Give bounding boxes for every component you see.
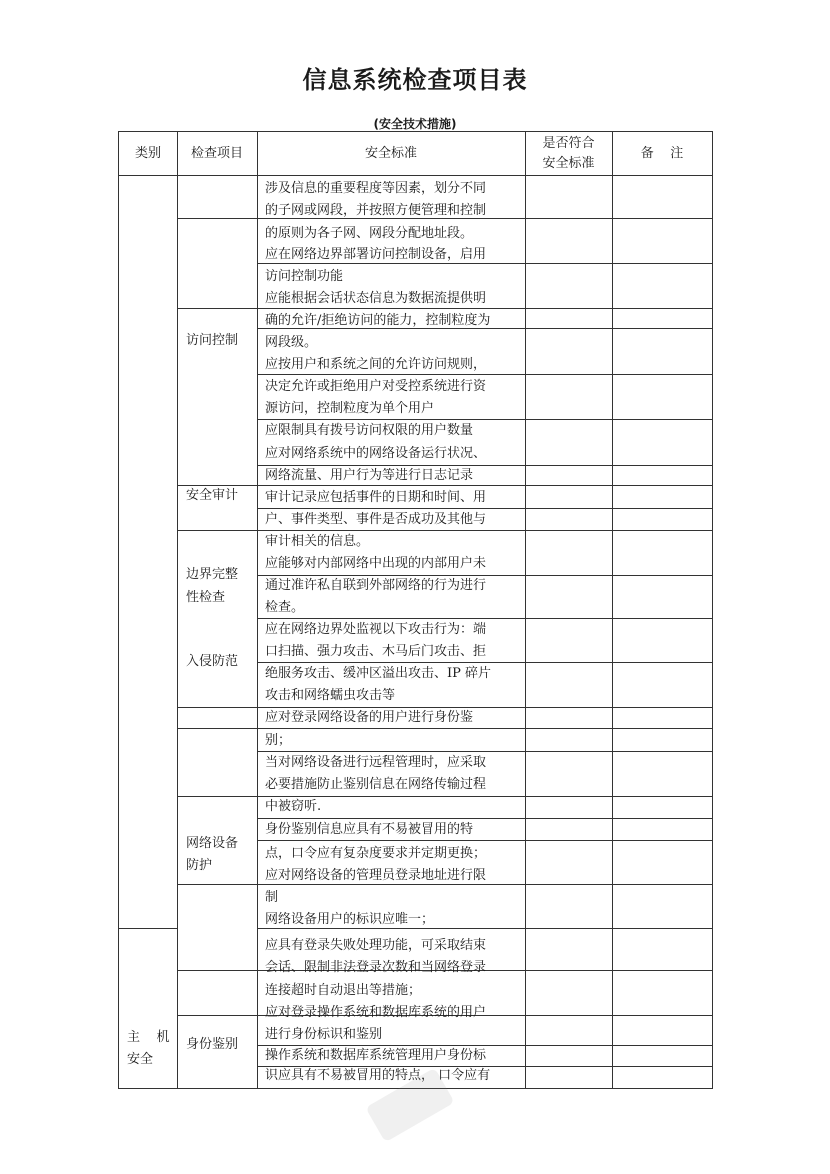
standard-line: 检查。 (265, 600, 305, 615)
standard-line: 网络流量、用户行为等进行日志记录 (265, 468, 474, 483)
header-remarks: 备 注 (640, 146, 684, 161)
standard-line: 点，口令应有复杂度要求并定期更换； (265, 846, 487, 861)
standard-line: 应对网络系统中的网络设备运行状况、 (265, 446, 487, 461)
header-compliance-line1: 是否符合 (542, 136, 595, 151)
header-compliance-line2: 安全标准 (542, 156, 595, 171)
standard-line: 应能够对内部网络中出现的内部用户未 (265, 556, 487, 571)
standard-line: 应能根据会话状态信息为数据流提供明 (265, 291, 487, 306)
standard-line: 应具有登录失败处理功能，可采取结束 (265, 938, 487, 953)
standard-line: 识应具有不易被冒用的特点， 口令应有 (265, 1068, 491, 1083)
item-intrusion: 入侵防范 (186, 654, 239, 669)
standard-line: 的子网或网段，并按照方便管理和控制 (265, 203, 487, 218)
standard-line: 必要措施防止鉴别信息在网络传输过程 (265, 777, 487, 792)
standard-line: 访问控制功能 (265, 269, 344, 284)
standard-line: 会话、限制非法登录次数和当网络登录 (265, 960, 487, 975)
category-host-line1: 主 机 (127, 1030, 170, 1045)
standard-line: 通过准许私自联到外部网络的行为进行 (265, 578, 487, 593)
standard-line: 网络设备用户的标识应唯一； (265, 912, 435, 927)
standard-line: 源访问，控制粒度为单个用户 (265, 401, 435, 416)
standard-line: 身份鉴别信息应具有不易被冒用的特 (265, 822, 474, 837)
standard-line: 应在网络边界部署访问控制设备，启用 (265, 247, 487, 262)
standard-line: 当对网络设备进行远程管理时，应采取 (265, 755, 487, 770)
standard-line: 应对登录网络设备的用户进行身份鉴 (265, 710, 474, 725)
standard-line: 制 (265, 890, 279, 905)
item-boundary-line1: 边界完整 (186, 567, 239, 582)
header-category: 类别 (134, 146, 161, 161)
standard-line: 操作系统和数据库系统管理用户身份标 (265, 1048, 487, 1063)
standard-line: 连接超时自动退出等措施； (265, 983, 422, 998)
item-identity: 身份鉴别 (186, 1037, 239, 1052)
standard-line: 口扫描、强力攻击、木马后门攻击、拒 (265, 644, 487, 659)
standard-line: 涉及信息的重要程度等因素，划分不同 (265, 181, 487, 196)
watermark-logo (330, 1060, 490, 1150)
category-host-line2: 安全 (127, 1052, 154, 1067)
document-subtitle: (安全技术措施) (373, 117, 457, 131)
standard-line: 应在网络边界处监视以下攻击行为：端 (265, 622, 487, 637)
header-check-item: 检查项目 (190, 146, 243, 161)
standard-line: 别； (265, 733, 292, 748)
item-netdev-line2: 防护 (186, 858, 213, 873)
standard-line: 应限制具有拨号访问权限的用户数量 (265, 423, 474, 438)
item-boundary-line2: 性检查 (186, 590, 226, 605)
standard-line: 审计相关的信息。 (265, 534, 370, 549)
standard-line: 攻击和网络蠕虫攻击等 (265, 688, 396, 703)
standard-line: 户、事件类型、事件是否成功及其他与 (265, 512, 487, 527)
standard-line: 进行身份标识和鉴别 (265, 1027, 383, 1042)
standard-line: 中被窃听. (265, 799, 322, 814)
standard-line: 应对登录操作系统和数据库系统的用户 (265, 1005, 487, 1020)
item-security-audit: 安全审计 (186, 488, 239, 503)
standard-line: 网段级。 (265, 335, 318, 350)
standard-line: 的原则为各子网、网段分配地址段。 (265, 226, 474, 241)
standard-line: 应对网络设备的管理员登录地址进行限 (265, 868, 487, 883)
item-access-control: 访问控制 (186, 333, 239, 348)
header-standard: 安全标准 (364, 146, 417, 161)
standard-line: 确的允许/拒绝访问的能力，控制粒度为 (265, 313, 491, 328)
document-title: 信息系统检查项目表 (302, 66, 528, 94)
standard-line: 绝服务攻击、缓冲区溢出攻击、IP 碎片 (265, 666, 492, 681)
item-netdev-line1: 网络设备 (186, 836, 239, 851)
standard-line: 应按用户和系统之间的允许访问规则， (265, 357, 487, 372)
standard-line: 审计记录应包括事件的日期和时间、用 (265, 490, 487, 505)
standard-line: 决定允许或拒绝用户对受控系统进行资 (265, 379, 487, 394)
